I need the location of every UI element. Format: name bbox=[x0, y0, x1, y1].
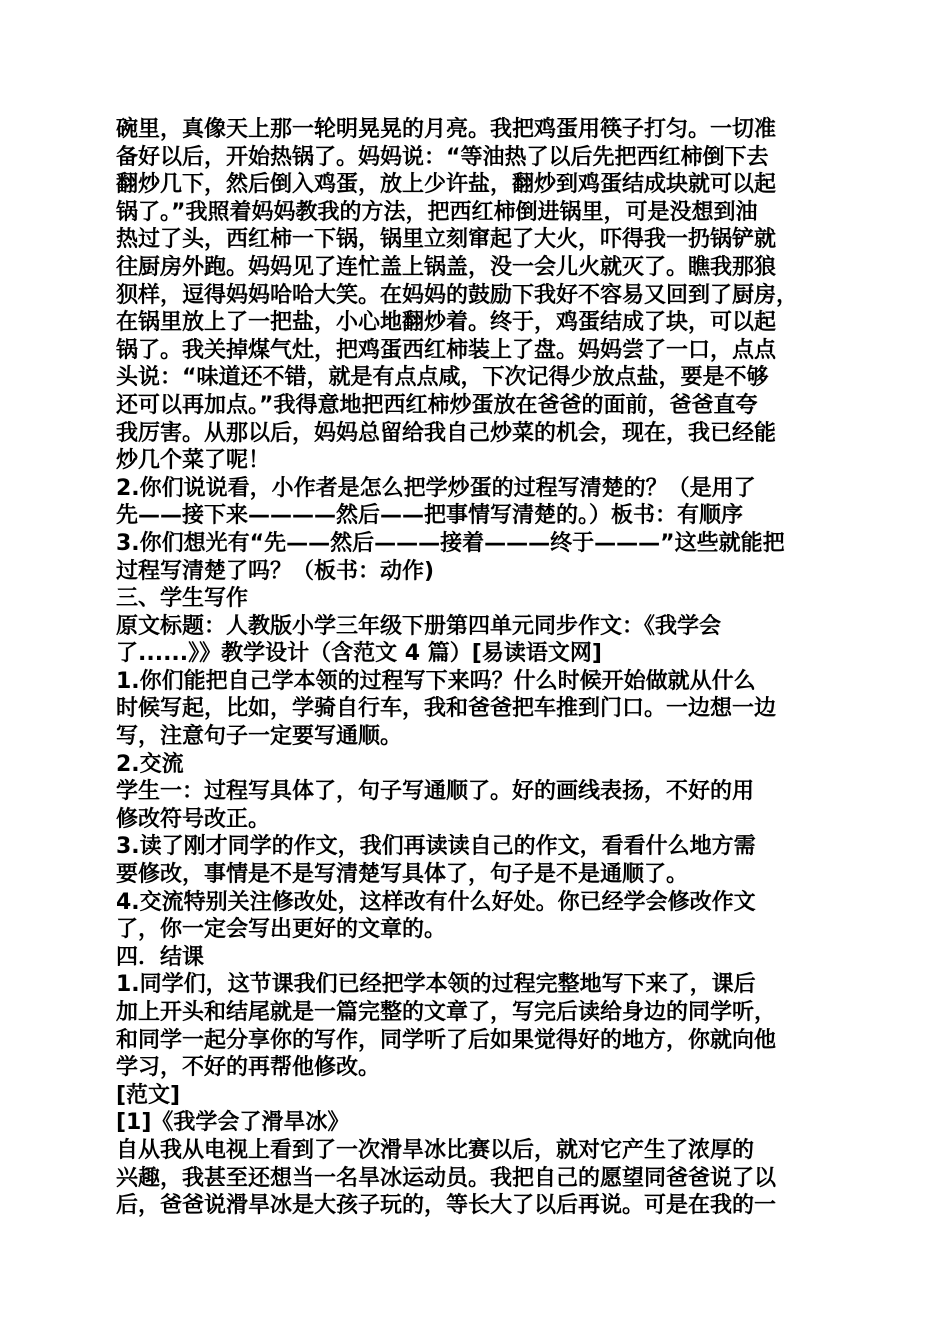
text-line: 要修改，事情是不是写清楚写具体了，句子是不是通顺了。 bbox=[116, 862, 689, 888]
text-line: 3.读了刚才同学的作文，我们再读读自己的作文，看看什么地方需 bbox=[116, 834, 756, 860]
essay-title: [1]《我学会了滑旱冰》 bbox=[116, 1110, 350, 1136]
text-line: 翻炒几下，然后倒入鸡蛋，放上少许盐，翻炒到鸡蛋结成块就可以起 bbox=[116, 172, 777, 198]
text-line: 2.你们说说看，小作者是怎么把学炒蛋的过程写清楚的？（是用了 bbox=[116, 475, 756, 501]
text-line: 我厉害。从那以后，妈妈总留给我自己炒菜的机会，现在，我已经能 bbox=[116, 420, 777, 446]
text-line: 了，你一定会写出更好的文章的。 bbox=[116, 917, 447, 943]
text-line: 1.同学们，这节课我们已经把学本领的过程完整地写下来了，课后 bbox=[116, 972, 756, 998]
section-heading: 三、学生写作 bbox=[116, 586, 249, 612]
text-line: 备好以后，开始热锅了。妈妈说：“等油热了以后先把西红柿倒下去 bbox=[116, 144, 769, 170]
text-line: 1.你们能把自己学本领的过程写下来吗？什么时候开始做就从什么 bbox=[116, 668, 756, 694]
section-heading: [范文] bbox=[116, 1082, 181, 1108]
text-line: 2.交流 bbox=[116, 751, 184, 777]
text-line: 了......》》教学设计（含范文 4 篇）[易读语文网] bbox=[116, 641, 602, 667]
text-line: 兴趣，我甚至还想当一名旱冰运动员。我把自己的愿望同爸爸说了以 bbox=[116, 1165, 777, 1191]
text-line: 热过了头，西红柿一下锅，锅里立刻窜起了大火，吓得我一扔锅铲就 bbox=[116, 227, 777, 253]
text-line: 原文标题：人教版小学三年级下册第四单元同步作文：《我学会 bbox=[116, 613, 722, 639]
text-line: 3.你们想光有“先——然后———接着———终于———”这些就能把 bbox=[116, 530, 785, 556]
text-line: 和同学一起分享你的写作，同学听了后如果觉得好的地方，你就向他 bbox=[116, 1027, 777, 1053]
text-line: 加上开头和结尾就是一篇完整的文章了，写完后读给身边的同学听， bbox=[116, 1000, 777, 1025]
text-line: 4.交流特别关注修改处，这样改有什么好处。你已经学会修改作文 bbox=[116, 889, 756, 915]
document-page bbox=[116, 116, 846, 1220]
text-line: 后，爸爸说滑旱冰是大孩子玩的，等长大了以后再说。可是在我的一 bbox=[116, 1193, 777, 1219]
text-line: 往厨房外跑。妈妈见了连忙盖上锅盖，没一会儿火就灭了。瞧我那狼 bbox=[116, 254, 777, 280]
text-line: 学习，不好的再帮他修改。 bbox=[116, 1055, 381, 1081]
text-line: 狈样，逗得妈妈哈哈大笑。在妈妈的鼓励下我好不容易又回到了厨房， bbox=[116, 282, 799, 308]
text-line: 碗里，真像天上那一轮明晃晃的月亮。我把鸡蛋用筷子打匀。一切准 bbox=[116, 117, 777, 142]
text-line: 过程写清楚了吗？（板书：动作) bbox=[116, 558, 435, 584]
section-heading: 四．结课 bbox=[116, 944, 205, 970]
text-line: 锅了。”我照着妈妈教我的方法，把西红柿倒进锅里，可是没想到油 bbox=[116, 199, 758, 225]
text-line: 头说：“味道还不错，就是有点点咸，下次记得少放点盐，要是不够 bbox=[116, 365, 769, 391]
text-line: 学生一：过程写具体了，句子写通顺了。好的画线表扬，不好的用 bbox=[116, 779, 755, 805]
text-line: 修改符号改正。 bbox=[116, 806, 271, 832]
text-line: 写，注意句子一定要写通顺。 bbox=[116, 724, 403, 750]
text-line: 还可以再加点。”我得意地把西红柿炒蛋放在爸爸的面前，爸爸直夸 bbox=[116, 392, 758, 418]
text-line: 锅了。我关掉煤气灶，把鸡蛋西红柿装上了盘。妈妈尝了一口，点点 bbox=[116, 337, 777, 363]
text-line: 在锅里放上了一把盐，小心地翻炒着。终于，鸡蛋结成了块，可以起 bbox=[116, 310, 777, 336]
text-line: 炒几个菜了呢！ bbox=[116, 448, 271, 474]
text-line: 时候写起，比如，学骑自行车，我和爸爸把车推到门口。一边想一边 bbox=[116, 696, 777, 722]
text-line: 先——接下来————然后——把事情写清楚的。）板书：有顺序 bbox=[116, 503, 744, 529]
text-line: 自从我从电视上看到了一次滑旱冰比赛以后，就对它产生了浓厚的 bbox=[116, 1137, 755, 1163]
